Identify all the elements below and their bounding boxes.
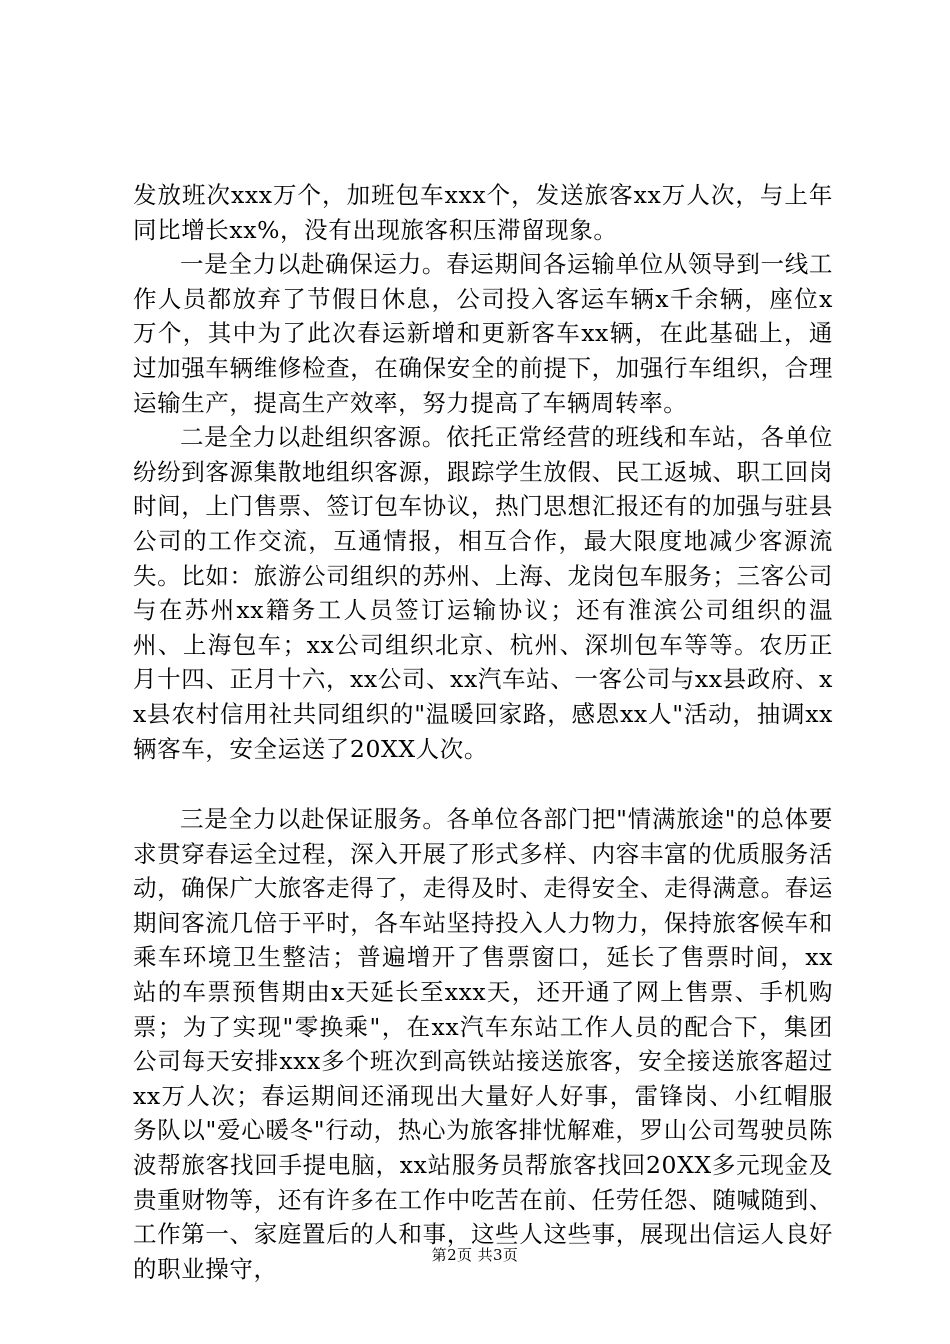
- paragraph-capacity: 一是全力以赴确保运力。春运期间各运输单位从领导到一线工作人员都放弃了节假日休息，公司投入客运车辆x千余辆，座位x万个，其中为了此次春运新增和更新客车xx辆，在此基础上，通过加强车辆维修检查，在确保安全的前提下，加强行车组织，合理运输生产，提高生产效率，努力提高了车辆周转率。: [133, 250, 833, 417]
- document-body: [133, 178, 833, 1286]
- paragraph-passenger-source: 二是全力以赴组织客源。依托正常经营的班线和车站，各单位纷纷到客源集散地组织客源，跟踪学生放假、民工返城、职工回岗时间，上门售票、签订包车协议，热门思想汇报还有的加强与驻县公司的工作交流，互通情报，相互合作，最大限度地减少客源流失。比如：旅游公司组织的苏州、上海、龙岗包车服务；三客公司与在苏州xx籍务工人员签订运输协议；还有淮滨公司组织的温州、上海包车；xx公司组织北京、杭州、深圳包车等等。农历正月十四、正月十六，xx公司、xx汽车站、一客公司与xx县政府、xx县农村信用社共同组织的"温暖回家路，感恩xx人"活动，抽调xx辆客车，安全运送了20XX人次。: [133, 423, 833, 763]
- paragraph-continuation: 发放班次xxx万个，加班包车xxx个，发送旅客xx万人次，与上年同比增长xx%，没有出现旅客积压滞留现象。: [133, 181, 833, 244]
- page-number-footer: 第2页 共3页: [431, 1246, 519, 1264]
- paragraph-service: 三是全力以赴保证服务。各单位各部门把"情满旅途"的总体要求贯穿春运全过程，深入开展了形式多样、内容丰富的优质服务活动，确保广大旅客走得了，走得及时、走得安全、走得满意。春运期间客流几倍于平时，各车站坚持投入人力物力，保持旅客候车和乘车环境卫生整洁；普遍增开了售票窗口，延长了售票时间，xx站的车票预售期由x天延长至xxx天，还开通了网上售票、手机购票；为了实现"零换乘"，在xx汽车东站工作人员的配合下，集团公司每天安排xxx多个班次到高铁站接送旅客，安全接送旅客超过xx万人次；春运期间还涌现出大量好人好事，雷锋岗、小红帽服务队以"爱心暖冬"行动，热心为旅客排忧解难，罗山公司驾驶员陈波帮旅客找回手提电脑，xx站服务员帮旅客找回20XX多元现金及贵重财物等，还有许多在工作中吃苦在前、任劳任怨、随喊随到、工作第一、家庭置后的人和事，这些人这些事，展现出信运人良好的职业操守，: [133, 805, 833, 1283]
